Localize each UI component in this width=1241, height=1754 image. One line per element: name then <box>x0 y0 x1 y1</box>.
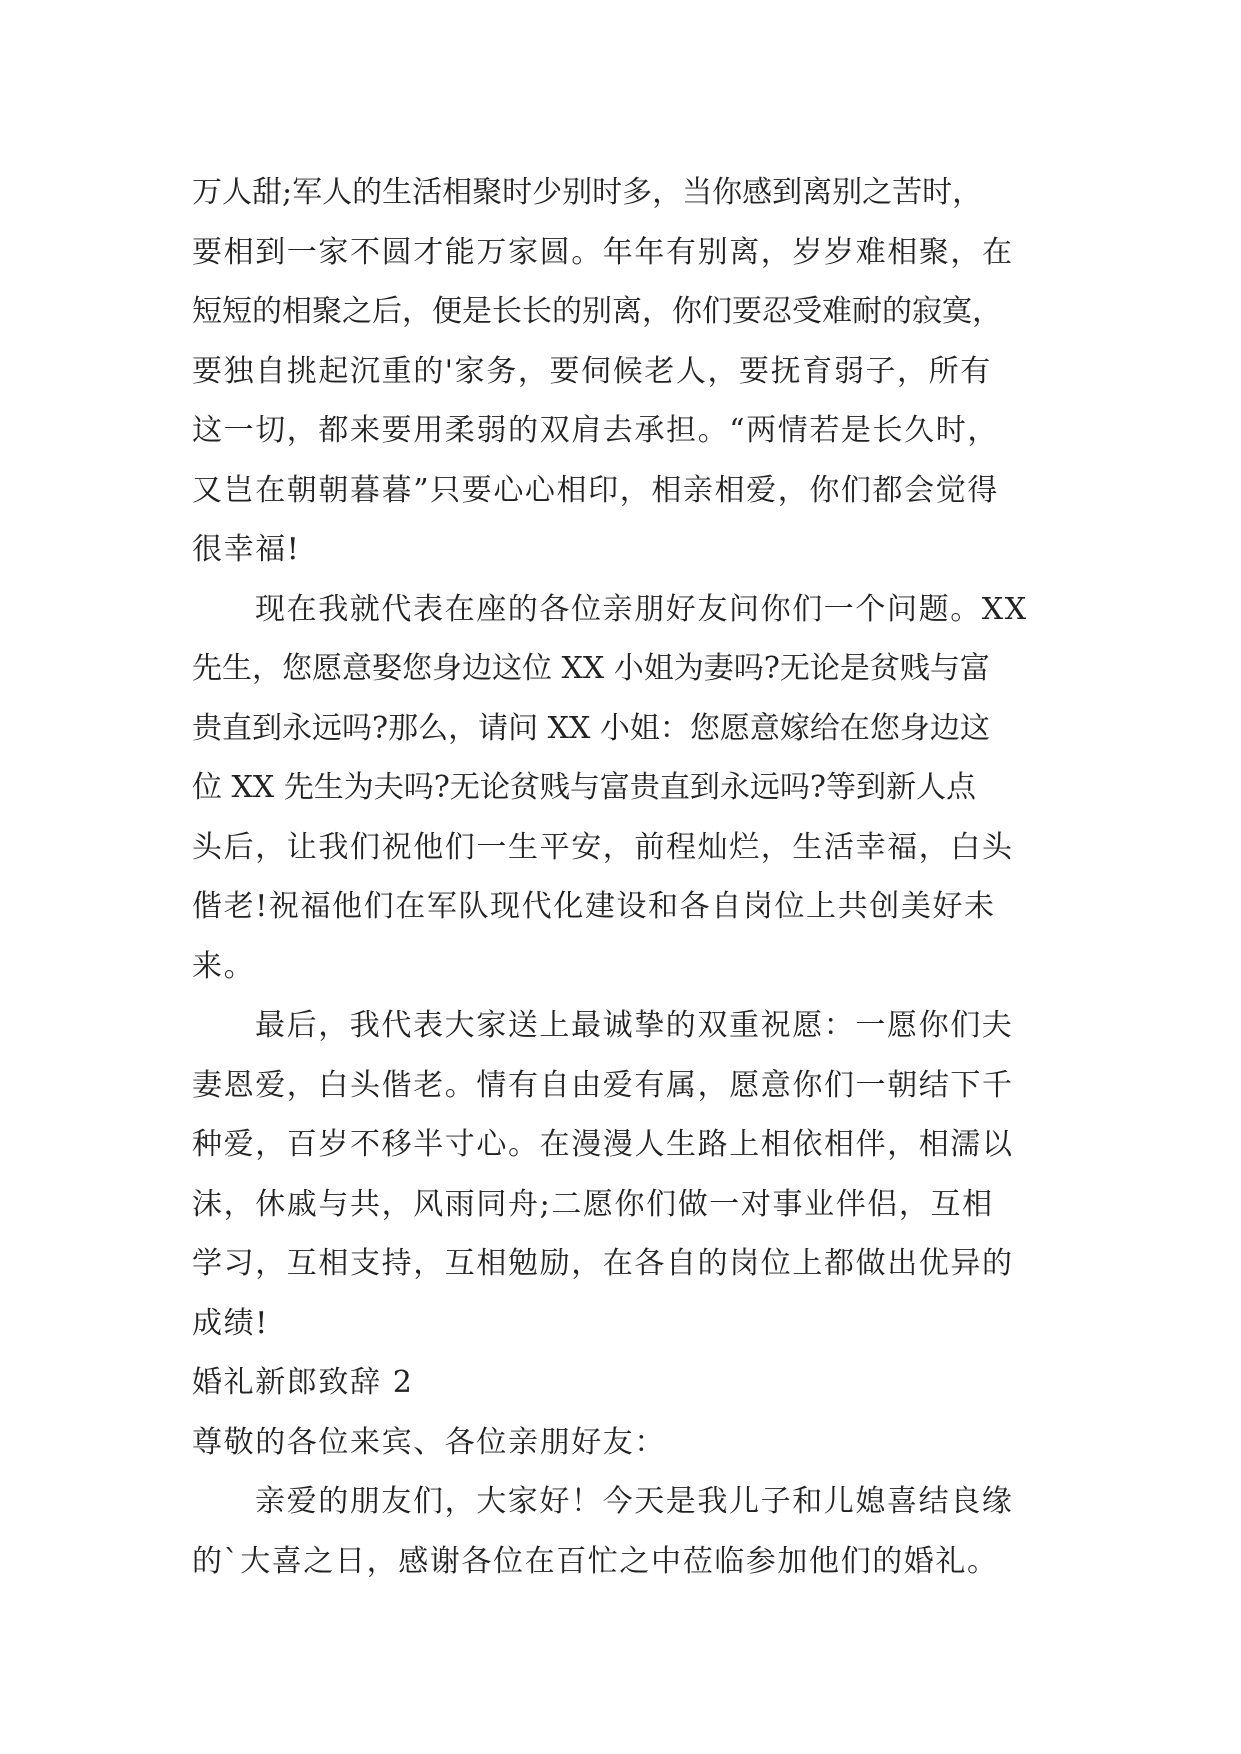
text-line: 的`大喜之日，感谢各位在百忙之中莅临参加他们的婚礼。 <box>192 1543 999 1579</box>
paragraph-start-line: 现在我就代表在座的各位亲朋好友问你们一个问题。XX <box>255 591 1028 627</box>
text-line: 学习，互相支持，互相勉励，在各自的岗位上都做出优异的 <box>192 1246 1014 1281</box>
text-line: 种爱，百岁不移半寸心。在漫漫人生路上相依相伴，相濡以 <box>192 1127 1014 1162</box>
text-line: 要独自挑起沉重的'家务，要伺候老人，要抚育弱子，所有 <box>192 353 992 389</box>
paragraph-start-line: 最后，我代表大家送上最诚挚的双重祝愿：一愿你们夫 <box>255 1008 1014 1043</box>
text-line: 偕老!祝福他们在军队现代化建设和各自岗位上共创美好未 <box>192 889 996 924</box>
section-heading: 婚礼新郎致辞 2 <box>192 1365 414 1400</box>
text-line: 来。 <box>192 948 256 984</box>
text-line: 先生，您愿意娶您身边这位 XX 小姐为妻吗?无论是贫贱与富 <box>192 651 990 686</box>
text-line: 短短的相聚之后，便是长长的别离，你们要忍受难耐的寂寞， <box>192 294 1002 329</box>
text-line: 妻恩爱，白头偕老。情有自由爱有属，愿意你们一朝结下千 <box>192 1067 1014 1103</box>
document-body <box>192 163 1068 1591</box>
text-line: 成绩! <box>192 1305 269 1341</box>
salutation-line: 尊敬的各位来宾、各位亲朋好友： <box>192 1424 666 1460</box>
text-line: 沫，休戚与共，风雨同舟;二愿你们做一对事业伴侣，互相 <box>192 1186 994 1222</box>
text-line: 万人甜;军人的生活相聚时少别时多，当你感到离别之苦时， <box>192 175 983 210</box>
text-line: 位 XX 先生为夫吗?无论贫贱与富贵直到永远吗?等到新人点 <box>192 770 976 805</box>
text-line: 要相到一家不圆才能万家圆。年年有别离，岁岁难相聚，在 <box>192 234 1014 270</box>
text-line: 很幸福! <box>192 532 301 567</box>
paragraph-start-line: 亲爱的朋友们，大家好！今天是我儿子和儿媳喜结良缘 <box>255 1484 1014 1519</box>
text-line: 又岂在朝朝暮暮”只要心心相印，相亲相爱，你们都会觉得 <box>192 472 999 508</box>
text-line: 贵直到永远吗?那么，请问 XX 小姐：您愿意嫁给在您身边这 <box>192 710 990 746</box>
text-line: 头后，让我们祝他们一生平安，前程灿烂，生活幸福，白头 <box>192 829 1014 865</box>
text-line: 这一切，都来要用柔弱的双肩去承担。“两情若是长久时， <box>192 413 999 448</box>
